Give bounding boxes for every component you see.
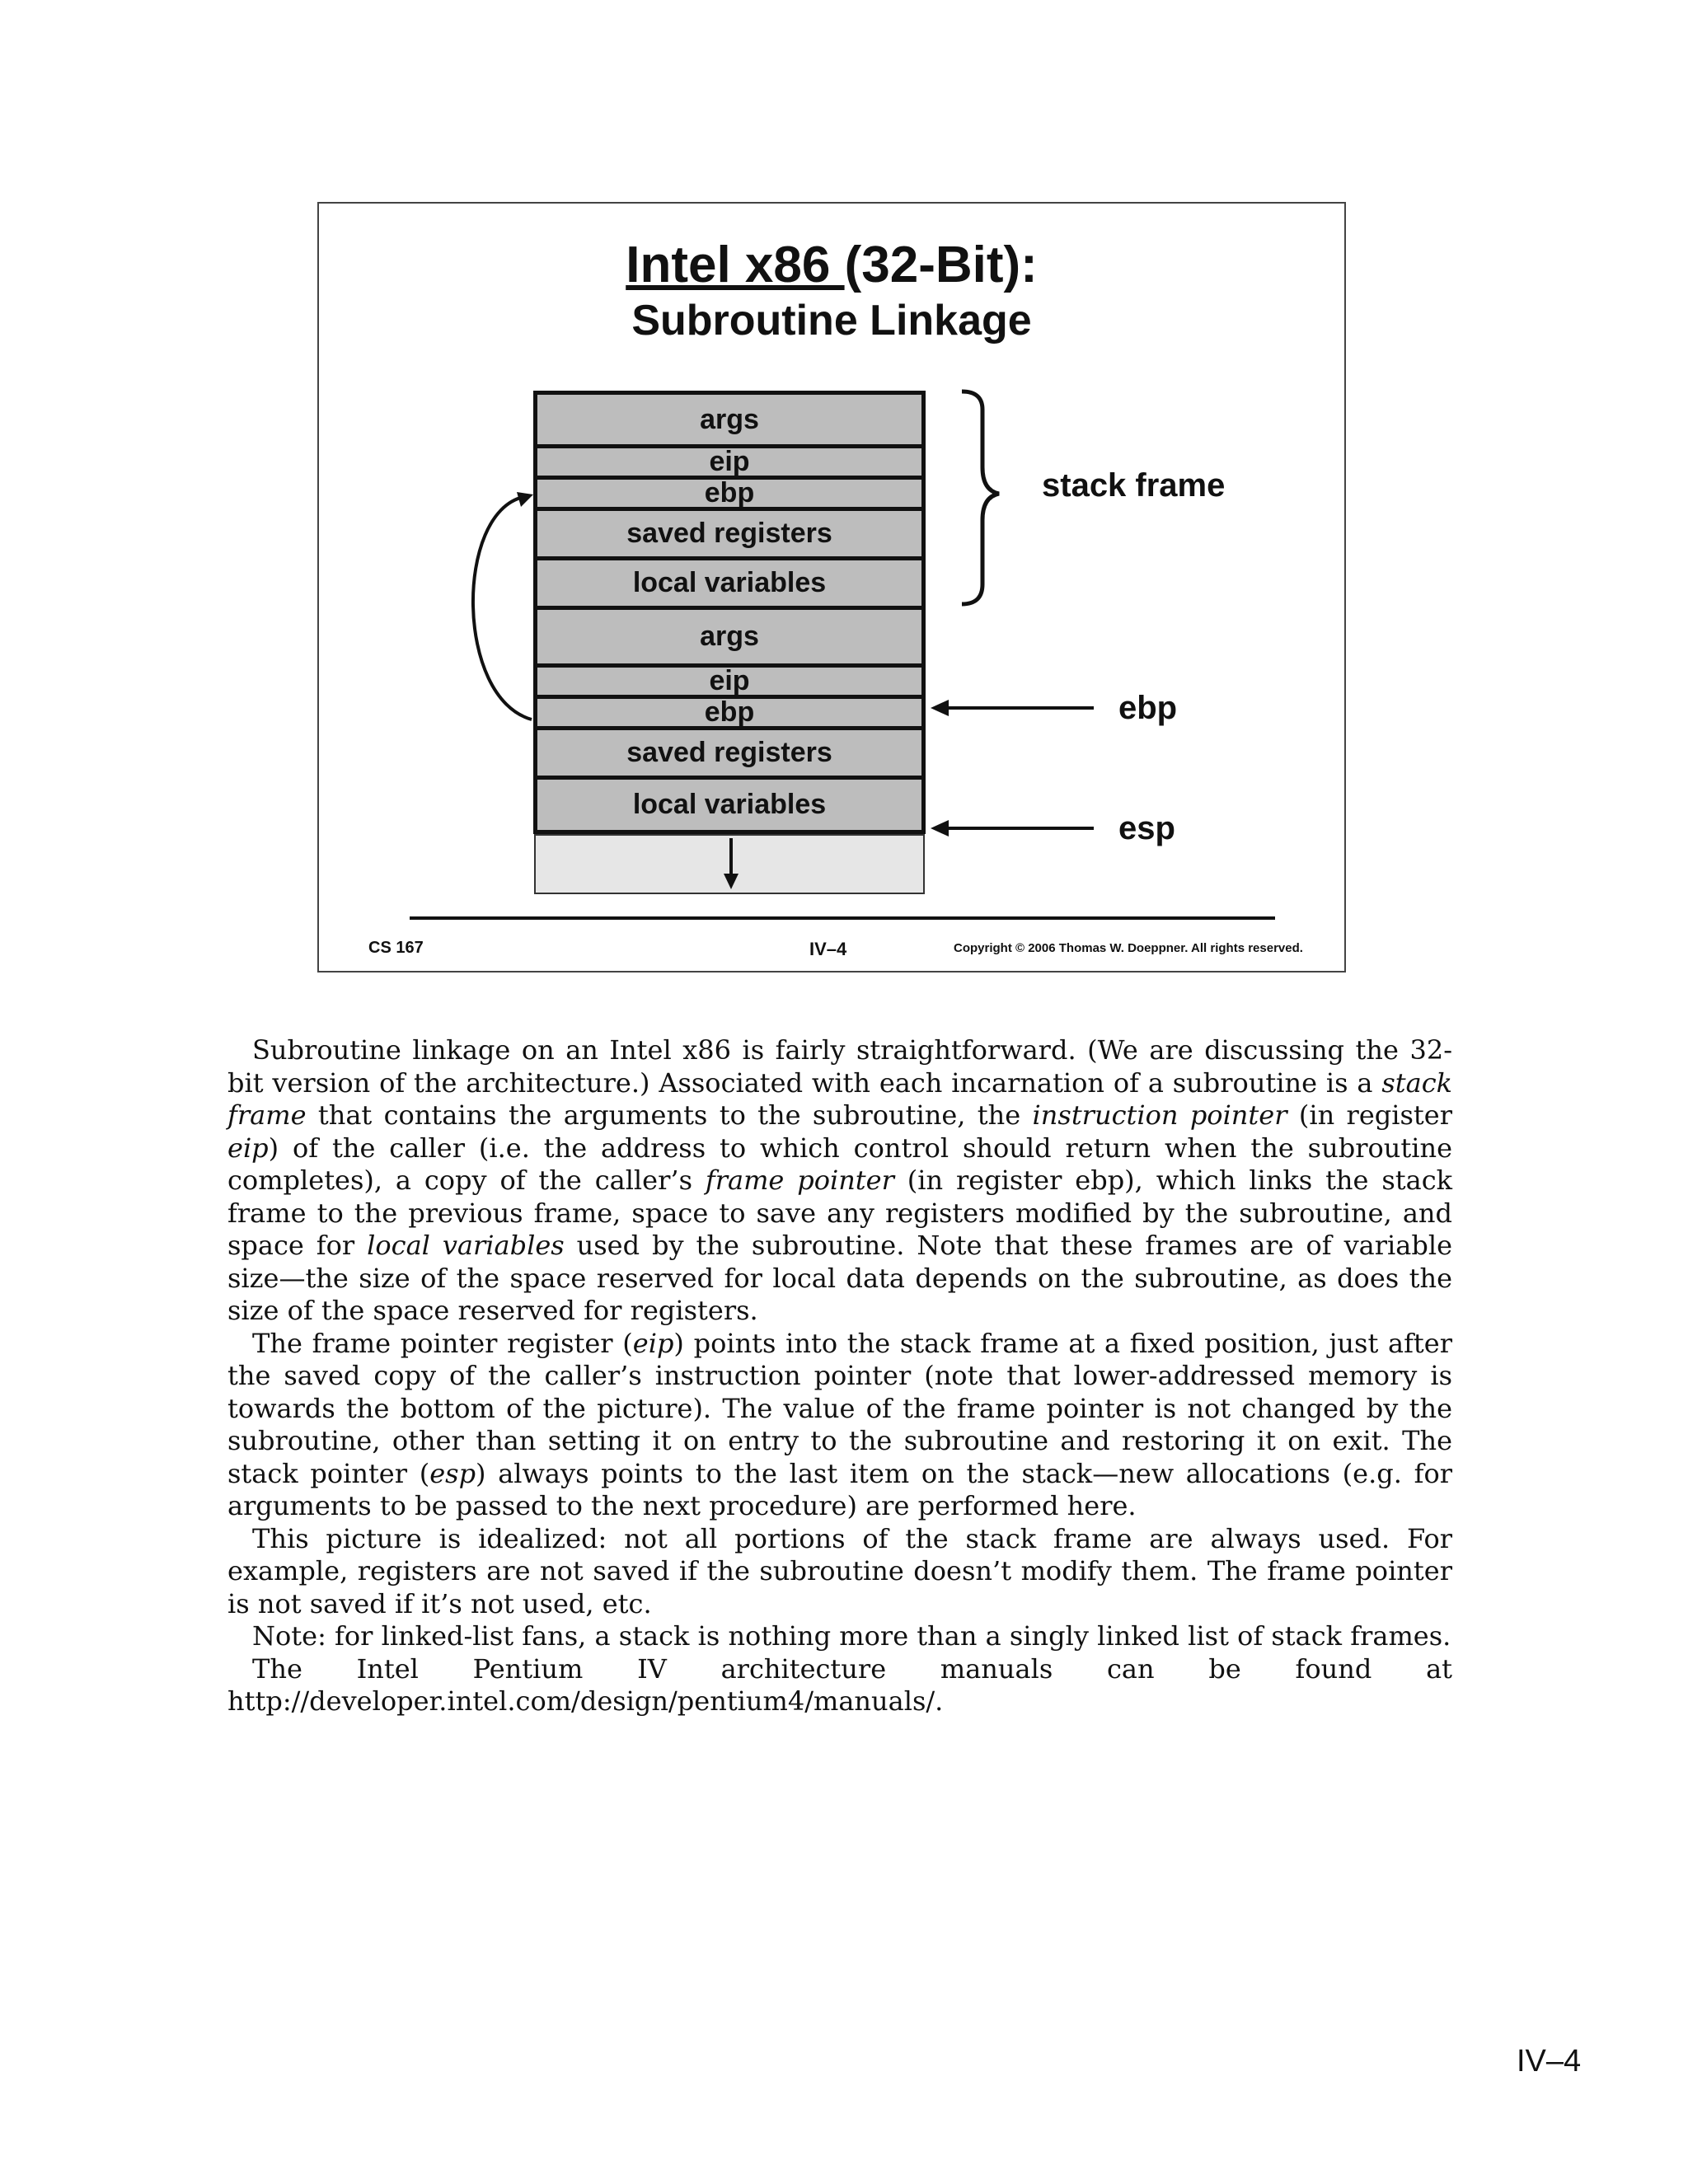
footer-rule: [410, 916, 1275, 920]
manuals-link[interactable]: http://developer.intel.com/design/pentium4/manuals/.: [227, 1685, 944, 1717]
lower-ebp-block: ebp: [533, 695, 926, 730]
upper-args-block: args: [533, 391, 926, 448]
ebp-label: ebp: [1118, 690, 1178, 726]
paragraph-5-line-1: The Intel Pentium IV architecture manuals can be found at: [252, 1652, 1452, 1685]
lower-saved-registers-block: saved registers: [533, 726, 926, 780]
footer-slide-number: IV–4: [809, 939, 847, 959]
upper-eip-block: eip: [533, 444, 926, 480]
stack-frame-label: stack frame: [1042, 467, 1226, 504]
slide: [317, 202, 1346, 972]
paragraph-3: This picture is idealized: not all portions of the stack frame are always used. For example, registers are not saved if the subroutine doesn’t modify them. The frame pointer is not saved if it’s not used, etc.: [227, 1522, 1452, 1619]
lower-args-block: args: [533, 606, 926, 668]
frame-link-arrowhead: [517, 492, 533, 507]
stack-frame-brace: [962, 391, 999, 604]
frame-link-arc: [473, 497, 532, 719]
footer-copyright: Copyright © 2006 Thomas W. Doeppner. All rights reserved.: [954, 941, 1303, 955]
upper-ebp-block: ebp: [533, 476, 926, 511]
lower-local-variables-block: local variables: [533, 776, 926, 834]
diagram-lines: [319, 204, 1348, 974]
upper-local-variables-block: local variables: [533, 556, 926, 610]
esp-label: esp: [1118, 810, 1175, 846]
page-number: IV–4: [1517, 2044, 1582, 2079]
body-text: [227, 1034, 1452, 1718]
growth-arrowhead: [724, 874, 738, 889]
footer-course: CS 167: [368, 939, 424, 957]
slide-subtitle: Subroutine Linkage: [631, 297, 1032, 344]
esp-arrowhead: [931, 820, 949, 837]
upper-saved-registers-block: saved registers: [533, 507, 926, 560]
paragraph-1: Subroutine linkage on an Intel x86 is fairly straightforward. (We are discussing the 32-bit version of the architecture.) Associated with each incarnation of a subroutine is a stack frame that contains the arguments to the subroutine, the instruction pointer (in register eip) of the caller (i.e. the address to which control should return when the subroutine completes), a copy of the caller’s frame pointer (in register ebp), which links the stack frame to the previous frame, space to save any registers modified by the subroutine, and space for local variables used by the subroutine. Note that these frames are of variable size—the size of the space reserved for local data depends on the subroutine, as does the size of the space reserved for registers.: [227, 1034, 1453, 1326]
lower-eip-block: eip: [533, 663, 926, 699]
slide-title: Intel x86 (32-Bit):: [626, 237, 1038, 293]
ebp-arrowhead: [931, 700, 949, 716]
paragraph-4: Note: for linked-list fans, a stack is nothing more than a singly linked list of stack frames.: [252, 1620, 1451, 1652]
paragraph-2: The frame pointer register (eip) points into the stack frame at a fixed position, just after the saved copy of the caller’s instruction pointer (note that lower-addressed memory is towards the bottom of the picture). The value of the frame pointer is not changed by the subroutine, other than setting it on entry to the subroutine and restoring it on exit. The stack pointer (esp) always points to the last item on the stack—new allocations (e.g. for arguments to be passed to the next procedure) are performed here.: [227, 1327, 1453, 1521]
